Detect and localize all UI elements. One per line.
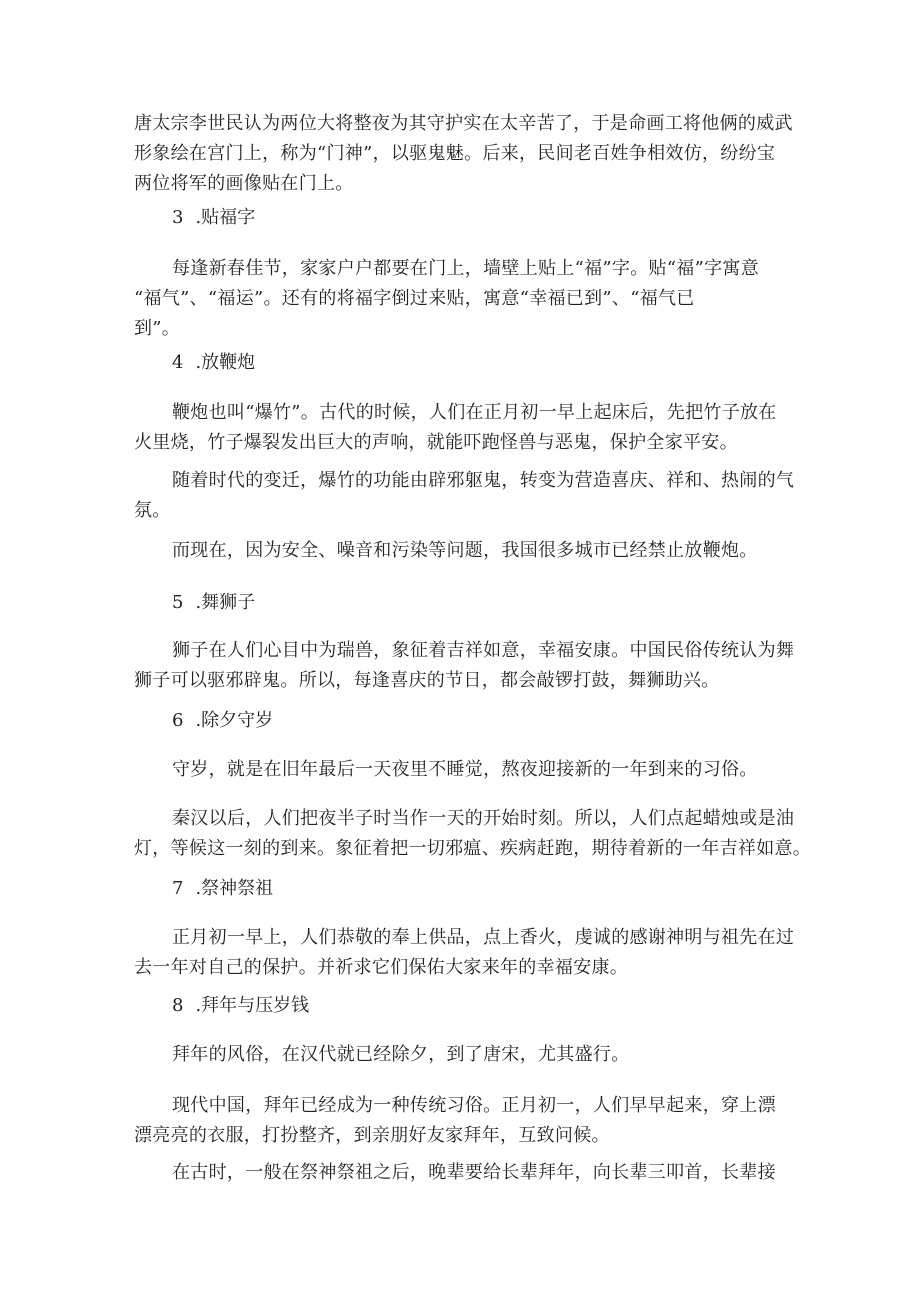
heading-title: .拜年与压岁钱	[195, 995, 310, 1016]
text-line: 拜年的风俗，在汉代就已经除夕，到了唐宋，尤其盛行。	[172, 1044, 630, 1065]
paragraph-worship	[134, 923, 794, 983]
paragraph-firecracker-origin	[134, 398, 794, 458]
heading-number: 8	[172, 995, 184, 1016]
text-line: 而现在，因为安全、噪音和污染等问题，我国很多城市已经禁止放鞭炮。	[172, 540, 758, 561]
text-line: 狮子可以驱邪辟鬼。所以，每逢喜庆的节日，都会敲锣打鼓，舞狮助兴。	[134, 670, 720, 691]
text-line: 到”。	[134, 318, 181, 339]
heading-title: .放鞭炮	[195, 352, 256, 373]
paragraph-greeting-history	[134, 1040, 794, 1070]
heading-number: 6	[172, 710, 184, 731]
heading-number: 7	[172, 878, 184, 899]
paragraph-fu	[134, 254, 794, 344]
heading-number: 5	[172, 592, 184, 613]
text-line: 唐太宗李世民认为两位大将整夜为其守护实在太辛苦了，于是命画工将他俩的威武	[134, 113, 793, 134]
heading-title: .除夕守岁	[195, 710, 274, 731]
text-line: 去一年对自己的保护。并祈求它们保佑大家来年的幸福安康。	[134, 957, 629, 978]
heading-number: 3	[172, 207, 184, 228]
heading-number: 4	[172, 352, 184, 373]
section-heading-5	[172, 588, 255, 618]
paragraph-firecracker-ban	[134, 536, 794, 566]
text-line: 形象绘在宫门上，称为“门神”，以驱鬼魅。后来，民间老百姓争相效仿，纷纷宝	[134, 143, 776, 164]
text-line: 现代中国，拜年已经成为一种传统习俗。正月初一，人们早早起来，穿上漂	[172, 1095, 776, 1116]
text-line: 狮子在人们心目中为瑞兽，象征着吉祥如意，幸福安康。中国民俗传统认为舞	[172, 640, 795, 661]
text-line: 漂亮亮的衣服，打扮整齐，到亲朋好友家拜年，互致问候。	[134, 1125, 610, 1146]
text-line: 火里烧，竹子爆裂发出巨大的声响，就能吓跑怪兽与恶鬼，保护全家平安。	[134, 432, 738, 453]
section-heading-7	[172, 874, 273, 904]
text-line: 两位将军的画像贴在门上。	[134, 173, 354, 194]
text-line: 秦汉以后，人们把夜半子时当作一天的开始时刻。所以，人们点起蜡烛或是油	[172, 808, 795, 829]
paragraph-greeting-modern	[134, 1091, 794, 1151]
paragraph-greeting-ancient	[134, 1158, 794, 1188]
paragraph-door-gods	[134, 109, 794, 199]
text-line: 灯，等候这一刻的到来。象征着把一切邪瘟、疾病赶跑，期待着新的一年吉祥如意。	[134, 838, 812, 859]
text-line: 在古时，一般在祭神祭祖之后，晚辈要给长辈拜年，向长辈三叩首，长辈接	[172, 1162, 776, 1183]
text-line: 每逢新春佳节，家家户户都要在门上，墙壁上贴上“福”字。贴“福”字寓意	[172, 258, 760, 279]
section-heading-6	[172, 706, 273, 736]
section-heading-3	[172, 203, 255, 233]
text-line: 正月初一早上，人们恭敬的奉上供品，点上香火，虔诚的感谢神明与祖先在过	[172, 927, 795, 948]
text-line: 随着时代的变迁，爆竹的功能由辟邪躯鬼，转变为营造喜庆、祥和、热闹的气	[172, 470, 795, 491]
section-heading-4	[172, 348, 255, 378]
text-line: 守岁，就是在旧年最后一天夜里不睡觉，熬夜迎接新的一年到来的习俗。	[172, 759, 758, 780]
text-line: “福气”、“福运”。还有的将福字倒过来贴，寓意“幸福已到”、“福气已	[134, 288, 695, 309]
heading-title: .贴福字	[195, 207, 256, 228]
section-heading-8	[172, 991, 309, 1021]
paragraph-firecracker-change	[134, 466, 794, 526]
heading-title: .祭神祭祖	[195, 878, 274, 899]
text-line: 鞭炮也叫“爆竹”。古代的时候，人们在正月初一早上起床后，先把竹子放在	[172, 402, 777, 423]
paragraph-shousui	[134, 755, 794, 785]
heading-title: .舞狮子	[195, 592, 256, 613]
text-line: 氛。	[134, 500, 171, 521]
paragraph-midnight	[134, 804, 812, 864]
paragraph-lion-dance	[134, 636, 794, 696]
